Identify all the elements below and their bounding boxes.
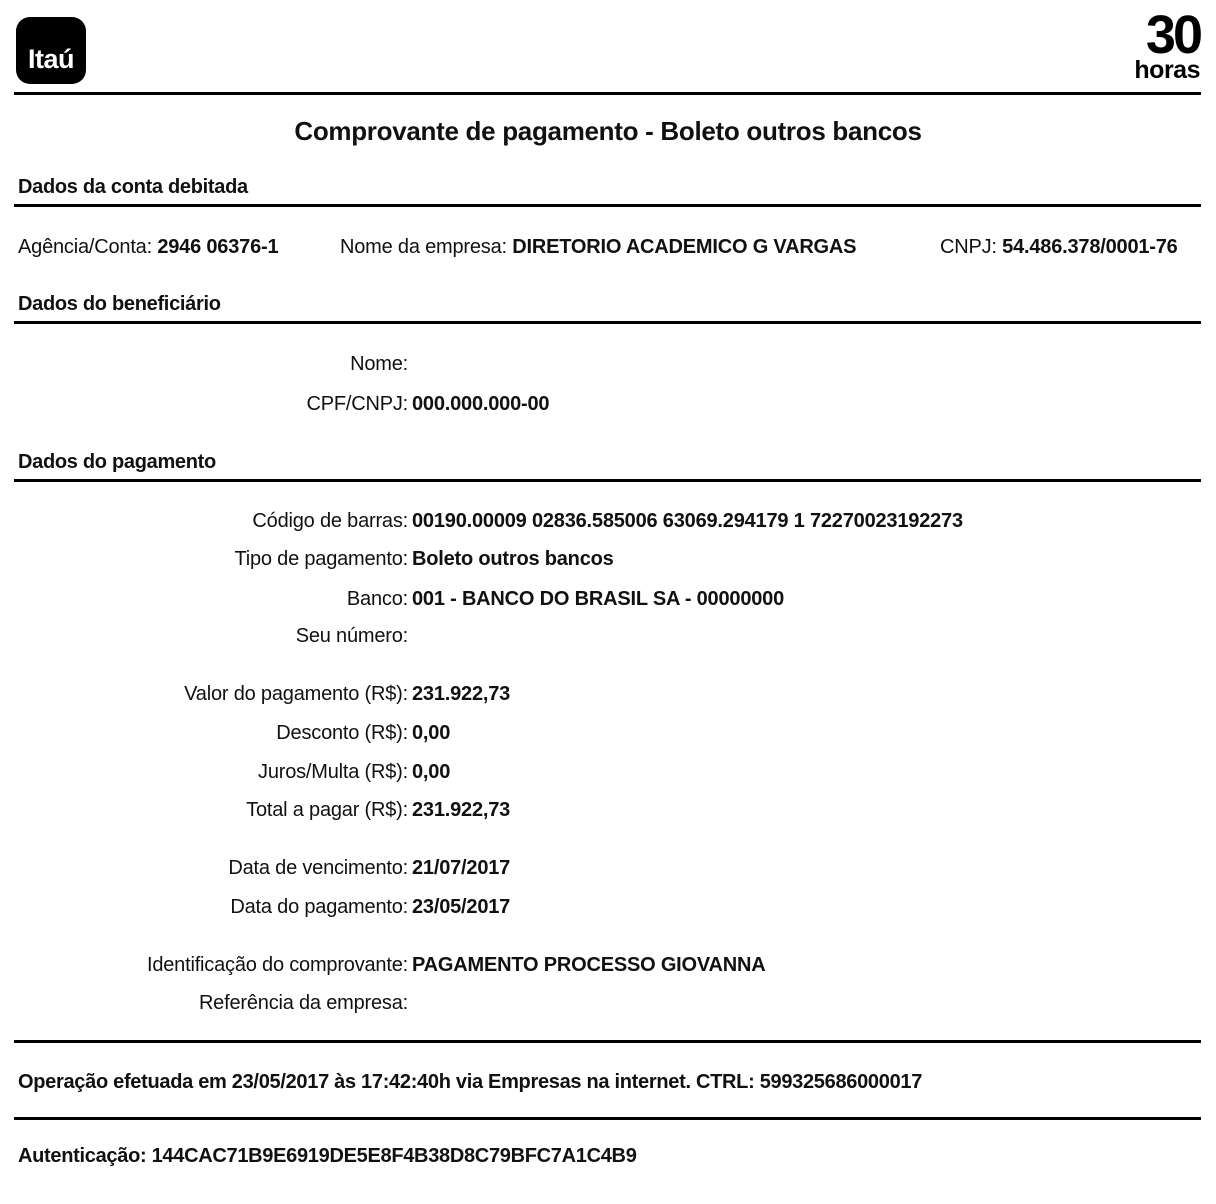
autenticacao-info: Autenticação: 144CAC71B9E6919DE5E8F4B38D8C79BFC7A1C4B9 [18, 1145, 637, 1167]
operacao-info: Operação efetuada em 23/05/2017 às 17:42:40h via Empresas na internet. CTRL: 599325686000017 [18, 1071, 923, 1093]
beneficiario-cpf-value: 000.000.000-00 [412, 393, 550, 415]
30-horas-number: 30 [1145, 5, 1200, 65]
identificacao-comprovante-label: Identificação do comprovante: [146, 954, 408, 976]
banco-label: Banco: [346, 588, 408, 610]
beneficiario-nome-label: Nome: [350, 353, 408, 375]
data-vencimento-label: Data de vencimento: [228, 857, 408, 879]
valor-pagamento-label: Valor do pagamento (R$): [184, 683, 408, 705]
section-beneficiario-heading: Dados do beneficiário [18, 293, 221, 315]
30-horas-logo [1124, 5, 1200, 84]
header-divider [14, 92, 1201, 95]
identificacao-comprovante-value: PAGAMENTO PROCESSO GIOVANNA [412, 954, 766, 976]
banco-value: 001 - BANCO DO BRASIL SA - 00000000 [412, 588, 785, 610]
section-pagamento-divider [14, 479, 1201, 482]
footer-divider-bottom [14, 1117, 1201, 1120]
nome-empresa-label: Nome da empresa: [340, 236, 507, 258]
nome-empresa-field [340, 236, 856, 259]
juros-multa-label: Juros/Multa (R$): [258, 761, 408, 783]
data-pagamento-label: Data do pagamento: [230, 896, 408, 918]
cnpj-label: CNPJ: [940, 236, 997, 258]
seu-numero-label: Seu número: [295, 625, 408, 647]
desconto-label: Desconto (R$): [276, 722, 408, 744]
tipo-pagamento-value: Boleto outros bancos [412, 548, 614, 570]
juros-multa-value: 0,00 [412, 761, 451, 783]
cnpj-value: 54.486.378/0001-76 [1002, 236, 1178, 258]
referencia-empresa-label: Referência da empresa: [198, 992, 408, 1014]
beneficiario-cpf-label: CPF/CNPJ: [306, 393, 408, 415]
agencia-conta-field [18, 236, 278, 259]
valor-pagamento-value: 231.922,73 [412, 683, 511, 705]
section-conta-debitada-divider [14, 204, 1201, 207]
total-pagar-label: Total a pagar (R$): [246, 799, 408, 821]
tipo-pagamento-label: Tipo de pagamento: [234, 548, 408, 570]
codigo-barras-label: Código de barras: [252, 510, 408, 532]
page-title: Comprovante de pagamento - Boleto outros bancos [294, 116, 922, 146]
itau-logo-text: Itaú [27, 44, 74, 74]
section-beneficiario-divider [14, 321, 1201, 324]
codigo-barras-value: 00190.00009 02836.585006 63069.294179 1 72270023192273 [412, 510, 963, 532]
30-horas-word: horas [1134, 56, 1200, 84]
data-vencimento-value: 21/07/2017 [412, 857, 511, 879]
agencia-conta-label: Agência/Conta: [18, 236, 152, 258]
total-pagar-value: 231.922,73 [412, 799, 511, 821]
desconto-value: 0,00 [412, 722, 451, 744]
nome-empresa-value: DIRETORIO ACADEMICO G VARGAS [512, 236, 857, 258]
section-pagamento-heading: Dados do pagamento [18, 451, 216, 473]
data-pagamento-value: 23/05/2017 [412, 896, 511, 918]
itau-logo [16, 17, 86, 84]
footer-divider-top [14, 1040, 1201, 1043]
cnpj-field [940, 236, 1178, 259]
agencia-conta-value: 2946 06376-1 [157, 236, 279, 258]
section-conta-debitada-heading: Dados da conta debitada [18, 176, 248, 198]
